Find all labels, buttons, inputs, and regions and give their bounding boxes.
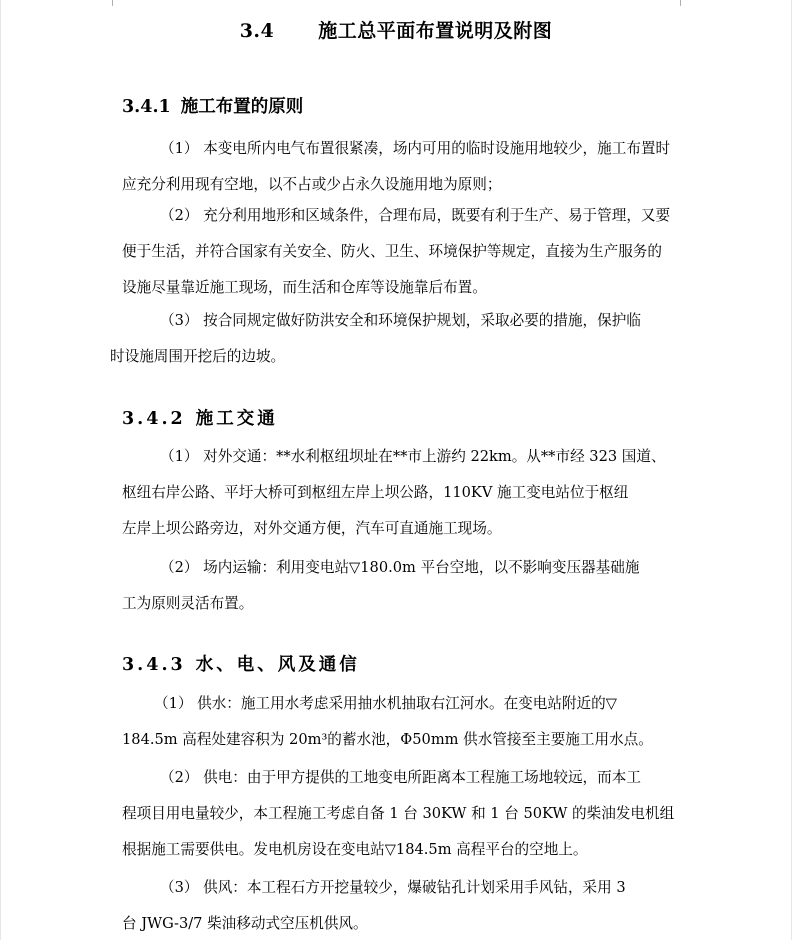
section-heading-3-4-2 (122, 405, 278, 430)
document-title (0, 16, 792, 43)
section-heading-3-4-1 (122, 93, 303, 118)
paragraph-line: 时设施周围开挖后的边坡。 (110, 348, 286, 365)
crop-mark-left (100, 0, 113, 6)
paragraph (122, 550, 712, 622)
paragraph (122, 870, 712, 942)
paragraph-line: 根据施工需要供电。发电机房设在变电站▽184.5m 高程平台的空地上。 (122, 841, 588, 858)
section-number: 3.4.2 (122, 409, 186, 429)
section-heading-3-4-3 (122, 651, 360, 676)
paragraph-line: 便于生活，并符合国家有关安全、防火、卫生、环境保护等规定，直接为生产服务的 (122, 243, 662, 260)
section-number: 3.4.3 (122, 655, 186, 675)
paragraph-line: （3） 按合同规定做好防洪安全和环境保护规划，采取必要的措施，保护临 (160, 312, 641, 329)
paragraph-line: 台 JWG-3/7 柴油移动式空压机供风。 (122, 915, 368, 932)
document-title-text: 施工总平面布置说明及附图 (318, 20, 553, 42)
paragraph-line: （2） 供电：由于甲方提供的工地变电所距离本工程施工场地较远，而本工 (160, 769, 641, 786)
paragraph-line: 设施尽量靠近施工现场，而生活和仓库等设施靠后布置。 (122, 279, 487, 296)
paragraph-line: （2） 充分利用地形和区域条件，合理布局，既要有利于生产、易于管理，又要 (160, 207, 671, 224)
paragraph-line: （1） 对外交通：**水利枢纽坝址在**市上游约 22km。从**市经 323 国道、 (160, 448, 666, 465)
crop-mark-right (680, 0, 693, 6)
paragraph-line: 应充分利用现有空地，以不占或少占永久设施用地为原则； (122, 176, 502, 193)
paragraph-line: 184.5m 高程处建容积为 20m³的蓄水池，Φ50mm 供水管接至主要施工用水点。 (122, 731, 653, 748)
paragraph-line: （1） 供水：施工用水考虑采用抽水机抽取右江河水。在变电站附近的▽ (154, 695, 617, 712)
document-title-number: 3.4 (239, 20, 275, 42)
paragraph-line: （3） 供风：本工程石方开挖量较少，爆破钻孔计划采用手风钻，采用 3 (160, 879, 626, 896)
paragraph (122, 686, 712, 758)
paragraph-line: （2） 场内运输：利用变电站▽180.0m 平台空地，以不影响变压器基础施 (160, 559, 640, 576)
section-number: 3.4.1 (122, 97, 171, 117)
paragraph-line: 枢纽右岸公路、平圩大桥可到枢纽左岸上坝公路，110KV 施工变电站位于枢纽 (122, 484, 629, 501)
section-title: 施工交通 (195, 409, 278, 429)
paragraph (122, 131, 712, 203)
paragraph (122, 439, 712, 547)
page-edge-left (0, 0, 1, 940)
section-title: 施工布置的原则 (180, 97, 304, 117)
paragraph (122, 198, 712, 306)
paragraph (122, 760, 712, 868)
paragraph (110, 303, 712, 375)
section-title: 水、电、风及通信 (195, 655, 360, 675)
paragraph-line: 工为原则灵活布置。 (122, 595, 254, 612)
paragraph-line: （1） 本变电所内电气布置很紧凑，场内可用的临时设施用地较少，施工布置时 (160, 140, 671, 157)
paragraph-line: 左岸上坝公路旁边，对外交通方便，汽车可直通施工现场。 (122, 520, 502, 537)
paragraph-line: 程项目用电量较少，本工程施工考虑自备 1 台 30KW 和 1 台 50KW 的柴油发电机组 (122, 805, 675, 822)
